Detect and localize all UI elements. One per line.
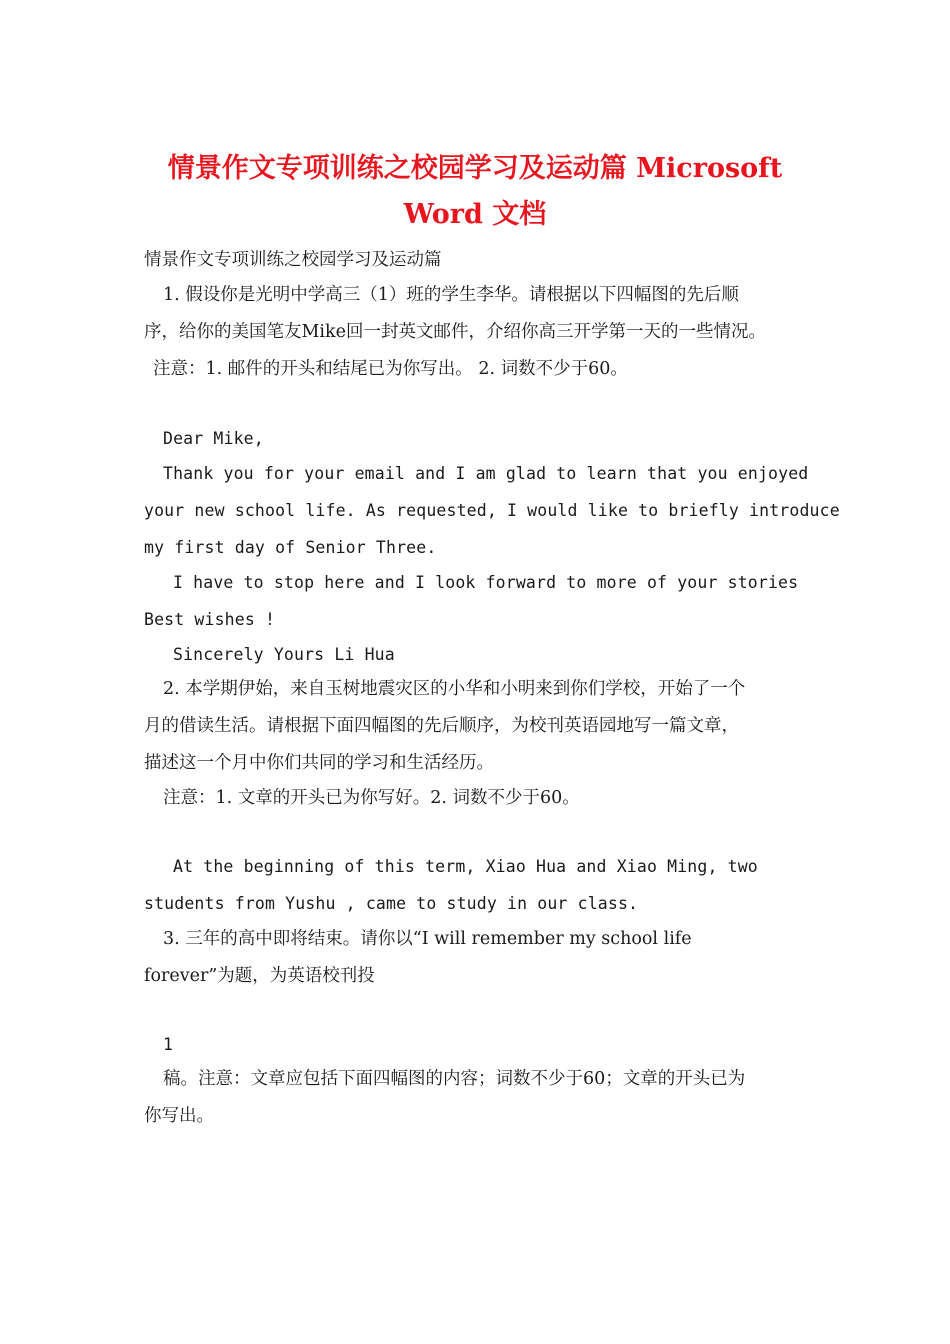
letter-signature: Sincerely Yours Li Hua bbox=[173, 645, 395, 664]
document-title: 情景作文专项训练之校园学习及运动篇 Microsoft Word 文档 bbox=[167, 153, 783, 230]
q2-line-1: 2. 本学期伊始，来自玉树地震灾区的小华和小明来到你们学校，开始了一个 bbox=[163, 679, 746, 699]
document-subtitle: 情景作文专项训练之校园学习及运动篇 bbox=[144, 250, 442, 270]
continuation-line-1: 稿。注意：文章应包括下面四幅图的内容；词数不少于60；文章的开头已为 bbox=[163, 1069, 746, 1089]
continuation-line-2: 你写出。 bbox=[144, 1106, 214, 1126]
q2-line-2: 月的借读生活。请根据下面四幅图的先后顺序，为校刊英语园地写一篇文章， bbox=[144, 716, 739, 736]
letter-body-line-2: your new school life. As requested, I would like to briefly introduce bbox=[144, 501, 840, 520]
q2-start-line-2: students from Yushu , came to study in our class. bbox=[144, 894, 639, 913]
q2-line-3: 描述这一个月中你们共同的学习和生活经历。 bbox=[144, 753, 494, 773]
letter-closing-line: I have to stop here and I look forward to more of your stories bbox=[173, 573, 799, 592]
q1-note: 注意：1. 邮件的开头和结尾已为你写出。 2. 词数不少于60。 bbox=[153, 359, 628, 379]
q2-note: 注意：1. 文章的开头已为你写好。2. 词数不少于60。 bbox=[163, 788, 580, 808]
q3-line-2: forever”为题，为英语校刊投 bbox=[144, 966, 375, 986]
letter-body-line-3: my first day of Senior Three. bbox=[144, 538, 437, 557]
q3-line-1: 3. 三年的高中即将结束。请你以“I will remember my school life bbox=[163, 929, 692, 949]
letter-body-line-1: Thank you for your email and I am glad to learn that you enjoyed bbox=[163, 464, 809, 483]
q1-line-1: 1. 假设你是光明中学高三（1）班的学生李华。请根据以下四幅图的先后顺 bbox=[163, 285, 739, 305]
q1-line-2: 序，给你的美国笔友Mike回一封英文邮件，介绍你高三开学第一天的一些情况。 bbox=[144, 322, 766, 342]
q2-start-line-1: At the beginning of this term, Xiao Hua and Xiao Ming, two bbox=[173, 857, 758, 876]
letter-greeting: Dear Mike, bbox=[163, 429, 264, 448]
page-number: 1 bbox=[163, 1035, 174, 1054]
letter-best-wishes: Best wishes ! bbox=[144, 610, 276, 629]
